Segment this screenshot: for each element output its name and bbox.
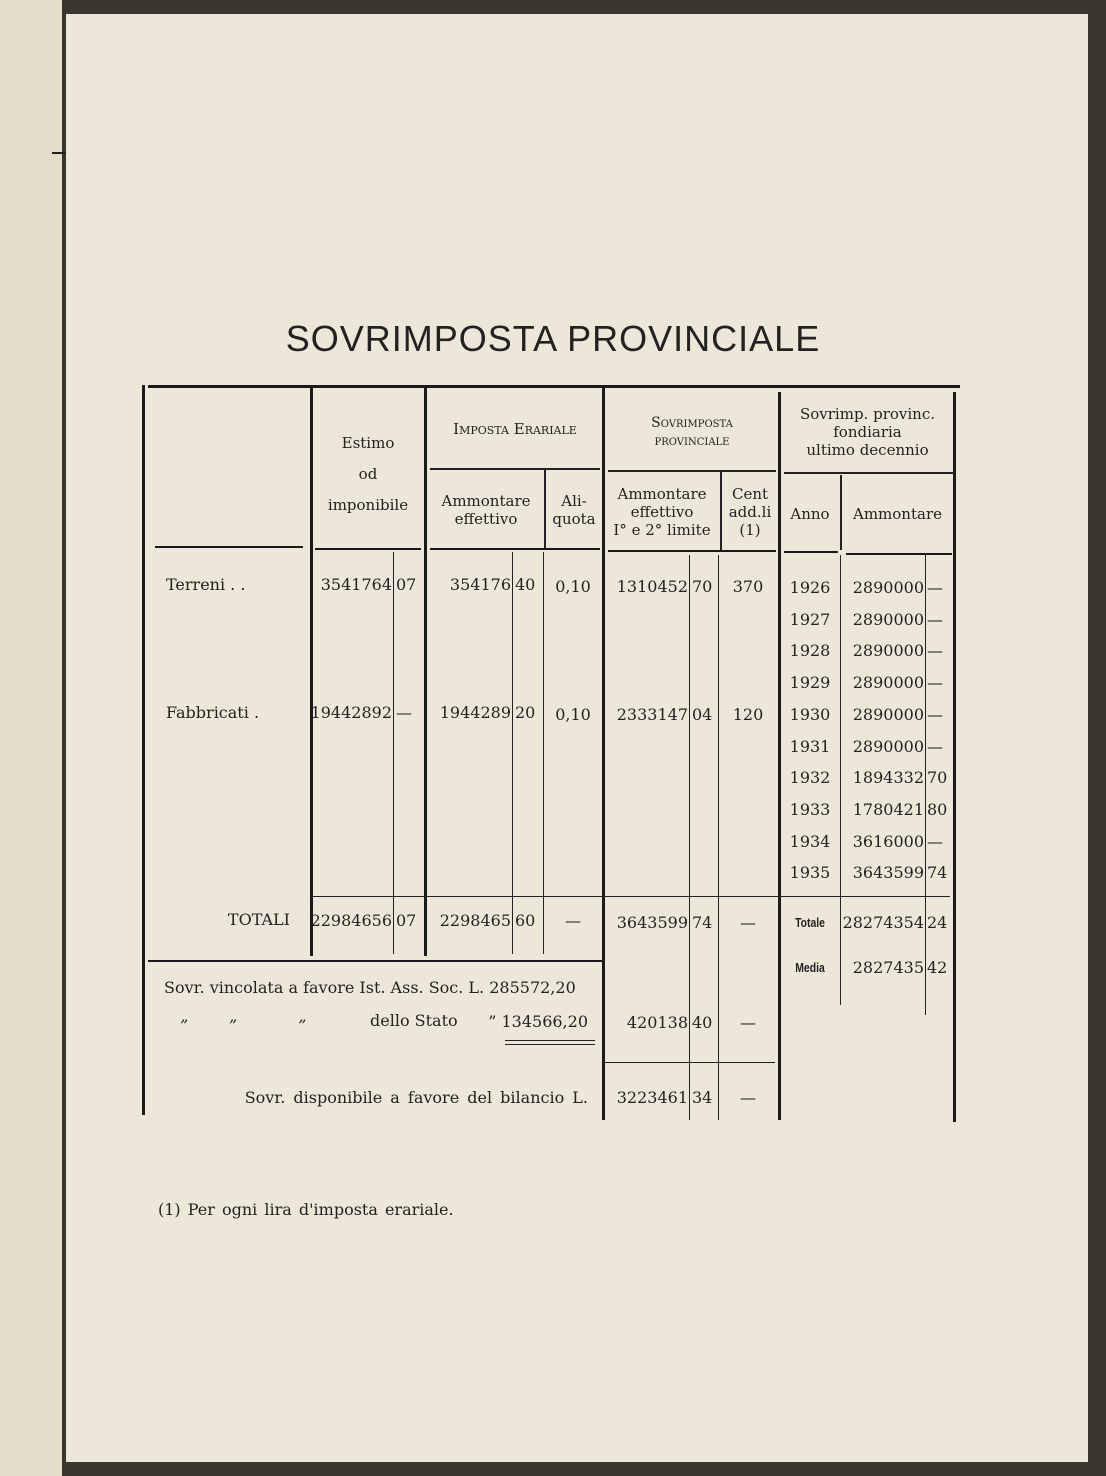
decennio-anno: 1929	[789, 673, 831, 693]
row-sovr-cents: 04	[692, 705, 713, 724]
decennio-ammontare: 2890000	[852, 673, 924, 693]
decennio-anno: 1930	[789, 704, 831, 724]
row-sovr-cents: 70	[692, 577, 713, 596]
decennio-anno: 1933	[789, 799, 831, 819]
decennio-ammontare: 1780421	[852, 799, 924, 819]
decennio-cents: —	[927, 673, 943, 693]
totali-imposta: 2298465	[439, 911, 511, 930]
decennio-anno: 1934	[789, 831, 831, 851]
page-title: SOVRIMPOSTA PROVINCIALE	[285, 318, 821, 359]
decennio-cents: 70	[927, 768, 948, 788]
decennio-cents: —	[927, 641, 943, 661]
decennio-ammontare: 2890000	[852, 578, 924, 597]
row-label: Fabbricati .	[166, 703, 260, 722]
decennio-anno: 1931	[789, 736, 831, 756]
totali-imposta-cents: 60	[515, 911, 536, 930]
header-sp-ammontare: Ammontare effettivo I° e 2° limite	[613, 485, 711, 539]
row-imposta-cents: 40	[515, 575, 536, 594]
decennio-cents: 74	[927, 863, 948, 883]
media-amm: 2827435	[852, 958, 924, 977]
vincolata-line1: Sovr. vincolata a favore Ist. Ass. Soc. L. 285572,20	[164, 978, 576, 997]
totali-sovr-cents: 74	[692, 913, 713, 932]
decennio-ammontare: 2890000	[852, 736, 924, 756]
vincolata-sovr: 420138	[626, 1013, 688, 1032]
row-estimo-cents: 07	[396, 575, 417, 594]
row-aliquota: 0,10	[555, 705, 591, 724]
header-aliquota: Ali- quota	[552, 492, 596, 528]
decennio-cents: —	[927, 578, 943, 597]
header-imposta-erariale: Imposta Erariale	[453, 420, 577, 438]
vincolata-line2-amount: ” 134566,20	[488, 1012, 588, 1031]
decennio-cents: 80	[927, 799, 948, 819]
header-cent-addizionali: Cent add.li (1)	[728, 485, 772, 539]
header-decennio: Sovrimp. provinc. fondiaria ultimo decennio	[799, 405, 935, 459]
decennio-ammontare: 2890000	[852, 704, 924, 724]
totale-dec-cents: 24	[927, 913, 948, 932]
media-cents: 42	[927, 958, 948, 977]
decennio-ammontare: 2890000	[852, 641, 924, 661]
left-page-edge	[0, 0, 62, 1476]
disponibile-sovr-cents: 34	[692, 1088, 713, 1107]
decennio-cents: —	[927, 704, 943, 724]
row-imposta: 1944289	[439, 703, 511, 722]
vincolata-line2-label: dello Stato	[370, 1011, 458, 1030]
row-cent: 120	[732, 705, 764, 724]
decennio-ammontare: 3643599	[852, 863, 924, 883]
row-label: Terreni . .	[166, 575, 246, 594]
totale-dec-amm: 28274354	[842, 913, 924, 932]
row-estimo: 3541764	[320, 575, 392, 594]
decennio-ammontare: 1894332	[852, 768, 924, 788]
totali-estimo: 22984656	[310, 911, 392, 930]
row-sovr: 2333147	[616, 705, 688, 724]
decennio-cents: —	[927, 736, 943, 756]
decennio-ammontare: 2890000	[852, 609, 924, 629]
decennio-anno: 1927	[789, 609, 831, 629]
header-dec-ammontare: Ammontare	[853, 505, 942, 523]
totale-label: Totale	[795, 915, 825, 930]
totali-label: TOTALI	[227, 910, 290, 929]
vincolata-ditto: ” ” ”	[180, 1016, 307, 1035]
decennio-anno: 1935	[789, 863, 831, 883]
header-ie-ammontare: Ammontare effettivo	[441, 492, 531, 528]
row-estimo-cents: —	[396, 703, 412, 722]
decennio-anno: 1926	[789, 578, 831, 597]
header-estimo: Estimo od imponibile	[327, 434, 409, 514]
vincolata-sovr-cents: 40	[692, 1013, 713, 1032]
row-aliquota: 0,10	[555, 577, 591, 596]
decennio-cents: —	[927, 609, 943, 629]
decennio-anno: 1932	[789, 768, 831, 788]
disponibile-label: Sovr. disponibile a favore del bilancio L.	[244, 1088, 588, 1107]
totali-aliquota: —	[565, 911, 581, 930]
row-imposta-cents: 20	[515, 703, 536, 722]
header-anno: Anno	[790, 505, 830, 523]
margin-mark	[52, 152, 66, 154]
row-estimo: 19442892	[310, 703, 392, 722]
footnote: (1) Per ogni lira d'imposta erariale.	[158, 1200, 454, 1219]
row-sovr: 1310452	[616, 577, 688, 596]
row-imposta: 354176	[449, 575, 511, 594]
row-cent: 370	[732, 577, 764, 596]
decennio-anno: 1928	[789, 641, 831, 661]
disponibile-sovr: 3223461	[616, 1088, 688, 1107]
totali-estimo-cents: 07	[396, 911, 417, 930]
vincolata-cent: —	[740, 1013, 756, 1032]
disponibile-cent: —	[740, 1088, 756, 1107]
decennio-ammontare: 3616000	[852, 831, 924, 851]
media-label: Media	[795, 960, 825, 975]
totali-cent: —	[740, 913, 756, 932]
header-sovrimposta: Sovrimposta provinciale	[651, 415, 733, 449]
decennio-cents: —	[927, 831, 943, 851]
totali-sovr: 3643599	[616, 913, 688, 932]
